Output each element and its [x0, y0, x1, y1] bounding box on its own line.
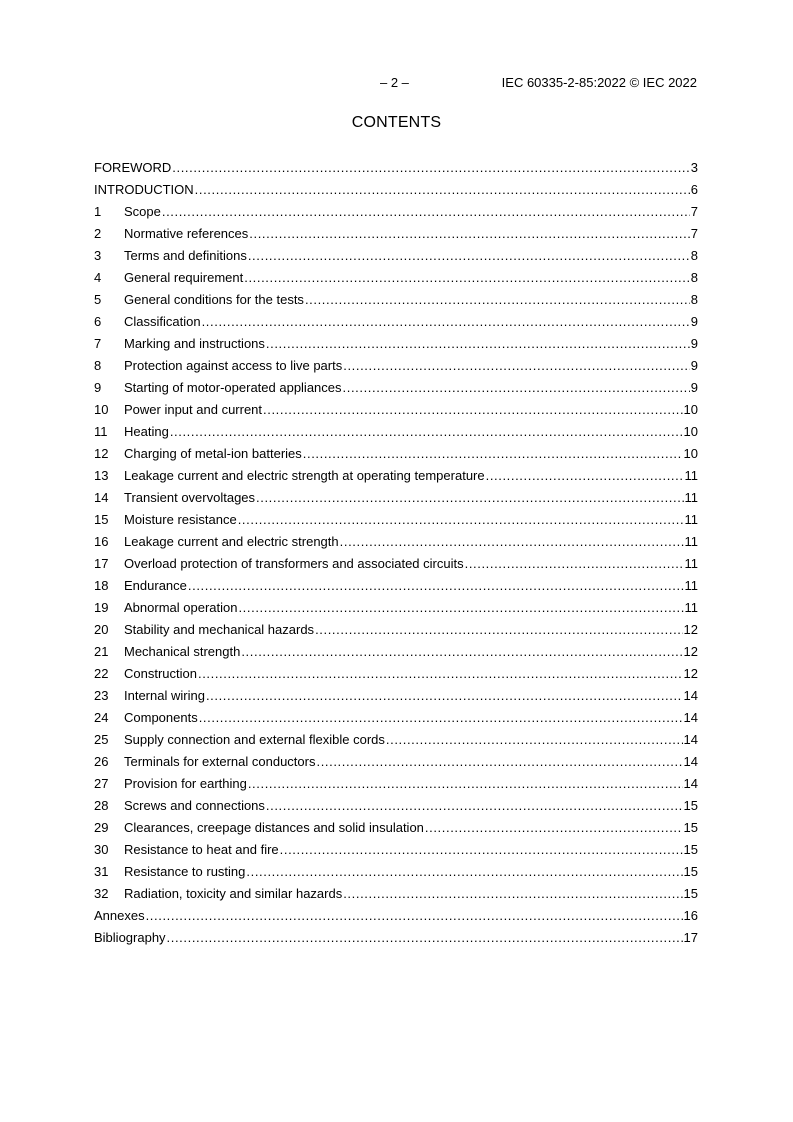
- toc-entry-title: General conditions for the tests: [124, 292, 304, 307]
- toc-entry[interactable]: [94, 311, 698, 333]
- toc-entry-title: FOREWORD: [94, 160, 172, 175]
- toc-entry-title: Terms and definitions: [124, 248, 247, 263]
- dot-leader: [263, 399, 683, 421]
- toc-entry-title: Clearances, creepage distances and solid insulation: [124, 820, 424, 835]
- dot-leader: [195, 179, 690, 201]
- dot-leader: [266, 795, 683, 817]
- toc-entry-number: 4: [94, 270, 102, 285]
- toc-entry-page-number: 11: [684, 490, 698, 505]
- dot-leader: [238, 509, 684, 531]
- dot-leader: [146, 905, 683, 927]
- toc-entry-title: Stability and mechanical hazards: [124, 622, 315, 637]
- toc-entry[interactable]: [94, 179, 698, 201]
- toc-entry[interactable]: [94, 531, 698, 553]
- toc-entry-title: Normative references: [124, 226, 249, 241]
- toc-entry[interactable]: [94, 685, 698, 707]
- toc-entry-page-number: 6: [690, 182, 698, 197]
- dot-leader: [303, 443, 683, 465]
- dot-leader: [248, 773, 683, 795]
- toc-entry-title: Moisture resistance: [124, 512, 237, 527]
- toc-entry[interactable]: [94, 377, 698, 399]
- toc-entry-title: Annexes: [94, 908, 145, 923]
- toc-entry-page-number: 11: [684, 468, 698, 483]
- dot-leader: [486, 465, 684, 487]
- toc-entry-title: Bibliography: [94, 930, 166, 945]
- dot-leader: [386, 729, 683, 751]
- toc-entry-number: 11: [94, 424, 108, 439]
- dot-leader: [241, 641, 682, 663]
- toc-entry[interactable]: [94, 729, 698, 751]
- toc-entry[interactable]: [94, 465, 698, 487]
- toc-entry[interactable]: [94, 817, 698, 839]
- toc-entry-number: 30: [94, 842, 109, 857]
- dot-leader: [170, 421, 683, 443]
- toc-entry-title: Radiation, toxicity and similar hazards: [124, 886, 343, 901]
- toc-entry-number: 13: [94, 468, 109, 483]
- toc-entry-page-number: 14: [683, 710, 698, 725]
- toc-entry-page-number: 11: [684, 534, 698, 549]
- dot-leader: [172, 157, 689, 179]
- toc-entry-page-number: 12: [683, 666, 698, 681]
- toc-entry-page-number: 12: [683, 622, 698, 637]
- toc-entry-page-number: 9: [690, 358, 698, 373]
- toc-entry-number: 8: [94, 358, 102, 373]
- toc-entry-page-number: 3: [690, 160, 698, 175]
- toc-entry[interactable]: [94, 927, 698, 949]
- toc-entry[interactable]: [94, 421, 698, 443]
- toc-entry-number: 28: [94, 798, 109, 813]
- dot-leader: [343, 377, 690, 399]
- toc-entry-number: 29: [94, 820, 109, 835]
- toc-entry-page-number: 11: [684, 600, 698, 615]
- toc-entry-number: 5: [94, 292, 102, 307]
- toc-entry-title: Supply connection and external flexible cords: [124, 732, 385, 747]
- toc-entry-page-number: 11: [684, 578, 698, 593]
- dot-leader: [425, 817, 683, 839]
- page-number: – 2 –: [380, 75, 409, 90]
- dot-leader: [266, 333, 690, 355]
- dot-leader: [244, 267, 690, 289]
- toc-entry-title: Screws and connections: [124, 798, 265, 813]
- toc-entry-page-number: 15: [683, 842, 698, 857]
- toc-entry-number: 3: [94, 248, 102, 263]
- toc-entry-title: Starting of motor-operated appliances: [124, 380, 342, 395]
- toc-entry[interactable]: [94, 751, 698, 773]
- dot-leader: [199, 707, 683, 729]
- toc-entry[interactable]: [94, 795, 698, 817]
- toc-entry-title: Overload protection of transformers and associated circuits: [124, 556, 464, 571]
- toc-entry-number: 15: [94, 512, 109, 527]
- toc-entry-number: 2: [94, 226, 102, 241]
- toc-entry[interactable]: [94, 157, 698, 179]
- toc-entry[interactable]: [94, 861, 698, 883]
- toc-entry-number: 16: [94, 534, 109, 549]
- toc-entry-title: Heating: [124, 424, 169, 439]
- toc-entry-number: 21: [94, 644, 109, 659]
- toc-entry[interactable]: [94, 355, 698, 377]
- toc-entry-page-number: 11: [684, 556, 698, 571]
- toc-entry[interactable]: [94, 839, 698, 861]
- dot-leader: [343, 355, 690, 377]
- toc-entry-number: 24: [94, 710, 109, 725]
- toc-entry-page-number: 15: [683, 864, 698, 879]
- toc-entry-page-number: 16: [683, 908, 698, 923]
- toc-entry-title: Abnormal operation: [124, 600, 238, 615]
- dot-leader: [188, 575, 684, 597]
- toc-entry-title: Leakage current and electric strength: [124, 534, 339, 549]
- toc-entry-number: 32: [94, 886, 109, 901]
- toc-entry-number: 17: [94, 556, 109, 571]
- toc-entry-title: INTRODUCTION: [94, 182, 194, 197]
- toc-entry-number: 23: [94, 688, 109, 703]
- toc-entry-title: Charging of metal-ion batteries: [124, 446, 302, 461]
- toc-entry-title: Transient overvoltages: [124, 490, 256, 505]
- toc-entry[interactable]: [94, 575, 698, 597]
- dot-leader: [246, 861, 682, 883]
- toc-entry-number: 9: [94, 380, 102, 395]
- toc-entry[interactable]: [94, 663, 698, 685]
- toc-entry[interactable]: [94, 509, 698, 531]
- dot-leader: [256, 487, 683, 509]
- toc-entry-number: 26: [94, 754, 109, 769]
- dot-leader: [249, 223, 689, 245]
- toc-entry[interactable]: [94, 487, 698, 509]
- toc-entry-page-number: 14: [683, 754, 698, 769]
- toc-entry-title: Classification: [124, 314, 201, 329]
- toc-entry-page-number: 9: [690, 380, 698, 395]
- toc-entry[interactable]: [94, 905, 698, 927]
- toc-entry-number: 10: [94, 402, 109, 417]
- toc-entry[interactable]: [94, 883, 698, 905]
- toc-entry-title: General requirement: [124, 270, 244, 285]
- toc-entry-page-number: 10: [683, 446, 698, 461]
- toc-entry-number: 1: [94, 204, 102, 219]
- toc-entry-title: Mechanical strength: [124, 644, 241, 659]
- dot-leader: [162, 201, 690, 223]
- toc-entry-title: Protection against access to live parts: [124, 358, 343, 373]
- toc-entry-title: Resistance to rusting: [124, 864, 246, 879]
- toc-entry-title: Terminals for external conductors: [124, 754, 316, 769]
- toc-entry-page-number: 12: [683, 644, 698, 659]
- toc-entry-page-number: 14: [683, 776, 698, 791]
- table-of-contents: [94, 157, 698, 949]
- dot-leader: [248, 245, 690, 267]
- dot-leader: [238, 597, 683, 619]
- dot-leader: [206, 685, 683, 707]
- toc-entry-number: 14: [94, 490, 109, 505]
- toc-entry[interactable]: [94, 245, 698, 267]
- page-title: CONTENTS: [351, 114, 442, 131]
- toc-entry[interactable]: [94, 201, 698, 223]
- dot-leader: [280, 839, 683, 861]
- toc-entry[interactable]: [94, 641, 698, 663]
- toc-entry-page-number: 7: [690, 204, 698, 219]
- dot-leader: [305, 289, 690, 311]
- toc-entry-page-number: 15: [683, 798, 698, 813]
- toc-entry-page-number: 9: [690, 336, 698, 351]
- document-id: IEC 60335-2-85:2022 © IEC 2022: [501, 75, 697, 90]
- toc-entry-page-number: 10: [683, 402, 698, 417]
- toc-entry[interactable]: [94, 223, 698, 245]
- toc-entry[interactable]: [94, 267, 698, 289]
- toc-entry-page-number: 14: [683, 688, 698, 703]
- toc-entry-number: 18: [94, 578, 109, 593]
- toc-entry-number: 19: [94, 600, 109, 615]
- dot-leader: [198, 663, 683, 685]
- toc-entry-number: 22: [94, 666, 109, 681]
- toc-entry-page-number: 9: [690, 314, 698, 329]
- toc-entry-page-number: 10: [683, 424, 698, 439]
- toc-entry-title: Resistance to heat and fire: [124, 842, 279, 857]
- toc-entry[interactable]: [94, 619, 698, 641]
- toc-entry-number: 20: [94, 622, 109, 637]
- toc-entry-number: 12: [94, 446, 109, 461]
- toc-entry[interactable]: [94, 597, 698, 619]
- toc-entry[interactable]: [94, 773, 698, 795]
- dot-leader: [465, 553, 684, 575]
- toc-entry-title: Marking and instructions: [124, 336, 265, 351]
- toc-entry-page-number: 11: [684, 512, 698, 527]
- toc-entry-number: 27: [94, 776, 109, 791]
- toc-entry-page-number: 8: [690, 292, 698, 307]
- toc-entry-number: 7: [94, 336, 102, 351]
- dot-leader: [167, 927, 683, 949]
- dot-leader: [316, 751, 682, 773]
- toc-entry[interactable]: [94, 399, 698, 421]
- dot-leader: [343, 883, 682, 905]
- toc-entry[interactable]: [94, 707, 698, 729]
- toc-entry-page-number: 15: [683, 820, 698, 835]
- toc-entry-page-number: 8: [690, 270, 698, 285]
- toc-entry-number: 6: [94, 314, 102, 329]
- toc-entry-page-number: 8: [690, 248, 698, 263]
- toc-entry-title: Endurance: [124, 578, 187, 593]
- toc-entry-title: Components: [124, 710, 198, 725]
- dot-leader: [315, 619, 682, 641]
- toc-entry-number: 25: [94, 732, 109, 747]
- toc-entry-page-number: 15: [683, 886, 698, 901]
- dot-leader: [340, 531, 684, 553]
- toc-entry[interactable]: [94, 443, 698, 465]
- page-header: [0, 75, 793, 93]
- toc-entry-title: Provision for earthing: [124, 776, 247, 791]
- toc-entry[interactable]: [94, 289, 698, 311]
- dot-leader: [202, 311, 690, 333]
- toc-entry-title: Leakage current and electric strength at operating temperature: [124, 468, 485, 483]
- toc-entry-page-number: 14: [683, 732, 698, 747]
- toc-entry-page-number: 17: [683, 930, 698, 945]
- toc-entry-title: Internal wiring: [124, 688, 205, 703]
- toc-entry[interactable]: [94, 333, 698, 355]
- toc-entry-title: Scope: [124, 204, 161, 219]
- toc-entry-title: Construction: [124, 666, 197, 681]
- toc-entry-page-number: 7: [690, 226, 698, 241]
- toc-entry-number: 31: [94, 864, 109, 879]
- toc-entry[interactable]: [94, 553, 698, 575]
- toc-entry-title: Power input and current: [124, 402, 263, 417]
